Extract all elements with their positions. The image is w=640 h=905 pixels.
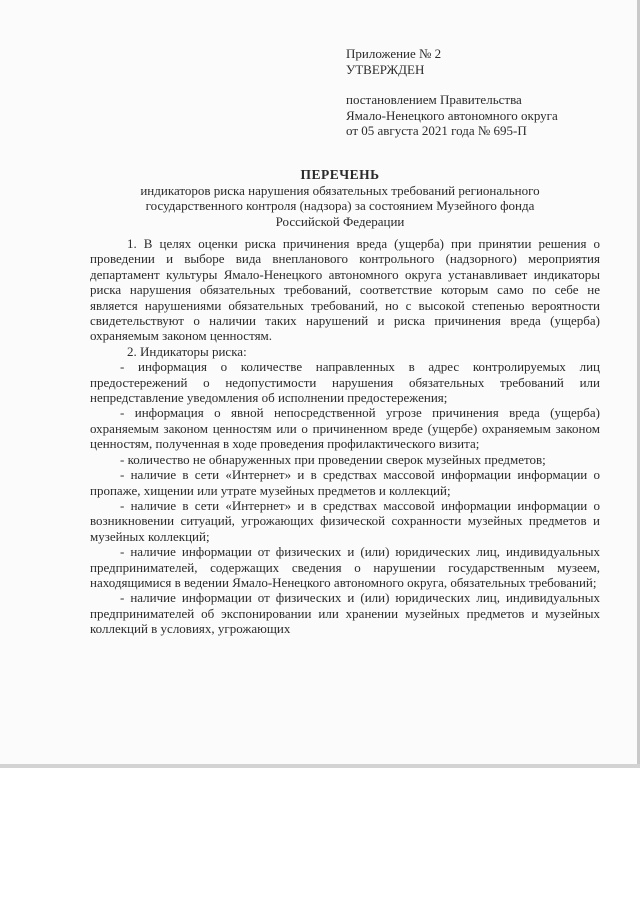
title-subtitle-line-2: государственного контроля (надзора) за состоянием Музейного фонда [145,198,535,213]
title-subtitle-line-1: индикаторов риска нарушения обязательных требований регионального [140,182,540,198]
title-subtitle-line-3: Российской Федерации [275,213,405,229]
indicator-item-2: - информация о явной непосредственной угрозе причинения вреда (ущерба) охраняемым законом ценностям или о причиненном вреде (ущербе) охраняемым законом ценностям, полученная в ходе проведения профилактического визита; [90,405,600,452]
approval-stamp [346,46,606,139]
government-line: Ямало-Ненецкого автономного округа [346,107,558,123]
indicator-item-5: - наличие в сети «Интернет» и в средствах массовой информации информации о возникновении ситуаций, угрожающих физической сохранности музейных предметов и музейных коллекций; [90,497,600,544]
document-body [90,236,600,637]
paragraph-1: 1. В целях оценки риска причинения вреда (ущерба) при принятии решения о проведении и выборе вида внепланового контрольного (надзорного) мероприятия департамент культуры Ямало-Ненецкого автономного округа устанавливает индикаторы риска нарушения обязательных требований, соответствие которым само по себе не является нарушениями обязательных требований, но с высокой степенью вероятности свидетельствуют о наличии таких нарушений и риска причинения вреда (ущерба) охраняемым законом ценностям. [90,236,600,344]
scan-edge-bottom [0,764,640,768]
title-heading: ПЕРЕЧЕНЬ [300,167,380,182]
indicator-item-1: - информация о количестве направленных в адрес контролируемых лиц предостережений о недопустимости нарушения обязательных требований или непредставление уведомления об исполнении предостережения; [90,359,600,406]
decree-date-line: от 05 августа 2021 года № 695-П [346,123,527,138]
spacer [346,77,606,92]
indicator-item-4: - наличие в сети «Интернет» и в средствах массовой информации информации о пропаже, хищении или утрате музейных предметов и коллекций; [90,467,600,498]
appendix-number: Приложение № 2 [346,46,442,61]
indicator-item-3: - количество не обнаруженных при проведении сверок музейных предметов; [120,451,546,467]
resolution-line: постановлением Правительства [346,92,522,107]
paragraph-2: 2. Индикаторы риска: [127,343,247,359]
document-title [80,167,600,229]
approved-label: УТВЕРЖДЕН [346,61,425,77]
indicator-item-7: - наличие информации от физических и (или) юридических лиц, индивидуальных предпринимателей об экспонировании или хранении музейных предметов и музейных коллекций в условиях, угрожающих [90,590,600,637]
indicator-item-6: - наличие информации от физических и (или) юридических лиц, индивидуальных предпринимателей, содержащих сведения о нарушении государственным музеем, находящимися в ведении Ямало-Ненецкого автономного округа, обязательных требований; [90,544,600,590]
